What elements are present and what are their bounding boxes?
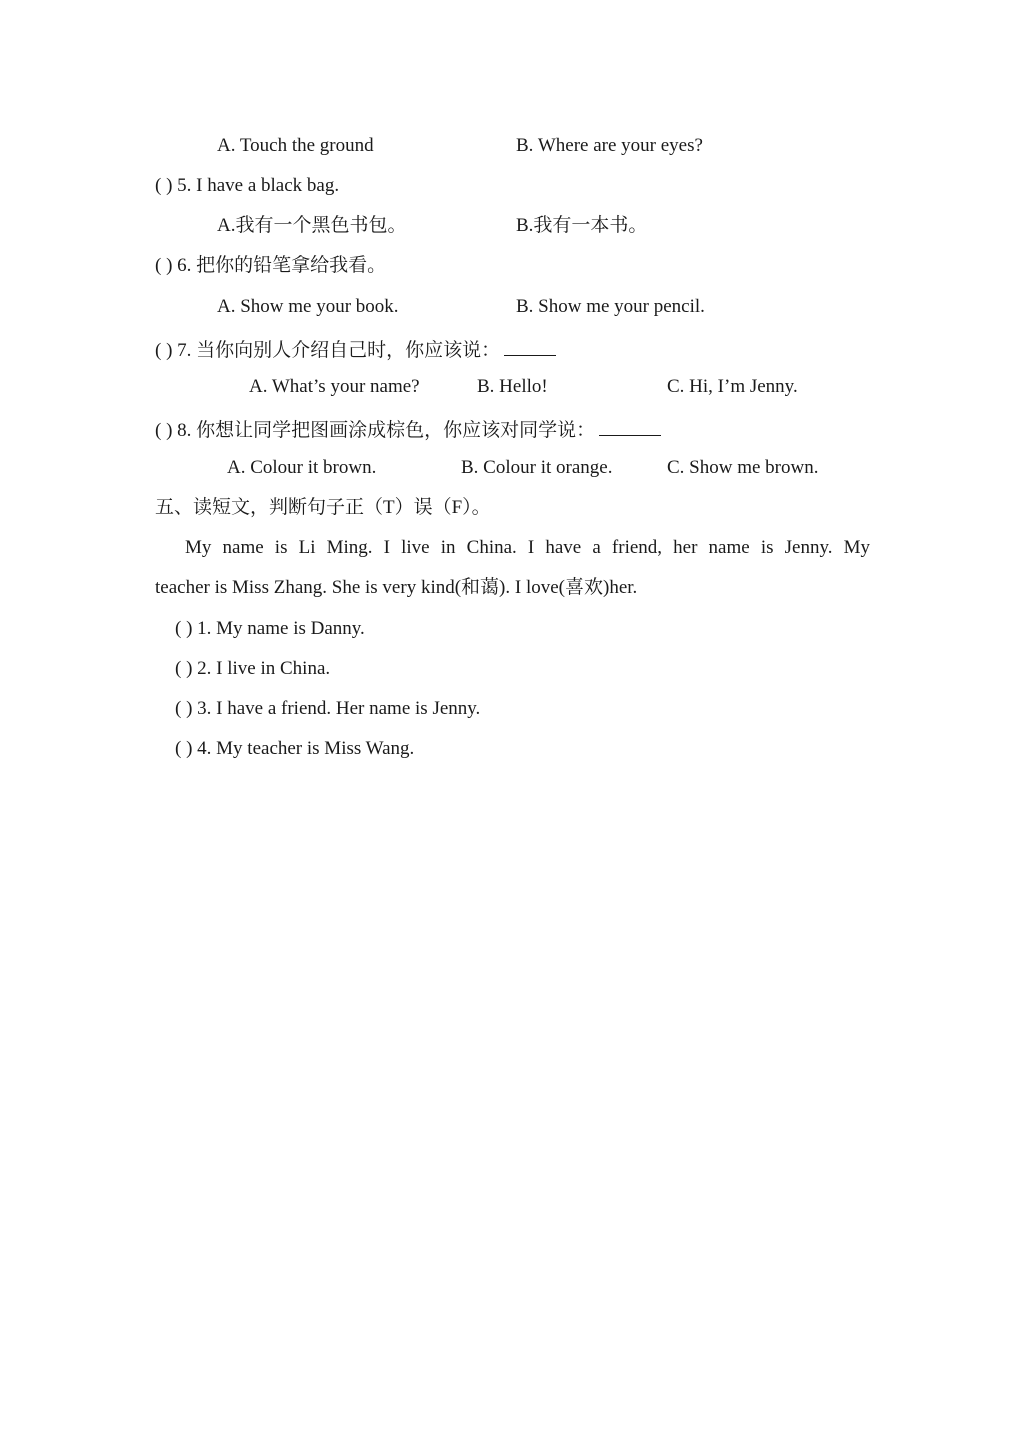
tf-item-3: ( ) 3. I have a friend. Her name is Jenny. [175,698,481,719]
q8-question-text: ( ) 8. 你想让同学把图画涂成棕色，你应该对同学说： [155,420,596,441]
tf-item-2: ( ) 2. I live in China. [175,658,331,679]
q5-option-a: A.我有一个黑色书包。 [217,215,407,236]
q7-answer-blank[interactable] [504,337,556,356]
q6-option-b: B. Show me your pencil. [516,296,705,317]
q8-option-c: C. Show me brown. [667,457,819,478]
q7-question [155,337,556,360]
q8-option-a: A. Colour it brown. [227,457,377,478]
q6-option-a: A. Show me your book. [217,296,399,317]
tf-item-4: ( ) 4. My teacher is Miss Wang. [175,738,415,759]
q5-question: ( ) 5. I have a black bag. [155,175,340,196]
section-heading: 五、读短文，判断句子正（T）误（F）。 [155,497,491,518]
q6-question: ( ) 6. 把你的铅笔拿给我看。 [155,255,387,276]
tf-item-1: ( ) 1. My name is Danny. [175,618,365,639]
q7-option-a: A. What’s your name? [249,376,420,397]
q8-answer-blank[interactable] [599,417,661,436]
q4-option-a: A. Touch the ground [217,135,374,156]
q5-option-b: B.我有一本书。 [516,215,648,236]
q8-option-b: B. Colour it orange. [461,457,613,478]
q7-option-b: B. Hello! [477,376,548,397]
q7-question-text: ( ) 7. 当你向别人介绍自己时，你应该说： [155,340,501,361]
q7-option-c: C. Hi, I’m Jenny. [667,376,798,397]
reading-passage-line1: My name is Li Ming. I live in China. I have a friend, her name is Jenny. My [185,537,870,558]
q4-option-b: B. Where are your eyes? [516,135,703,156]
reading-passage-line2: teacher is Miss Zhang. She is very kind(和蔼). I love(喜欢)her. [155,577,638,598]
q8-question [155,417,661,440]
